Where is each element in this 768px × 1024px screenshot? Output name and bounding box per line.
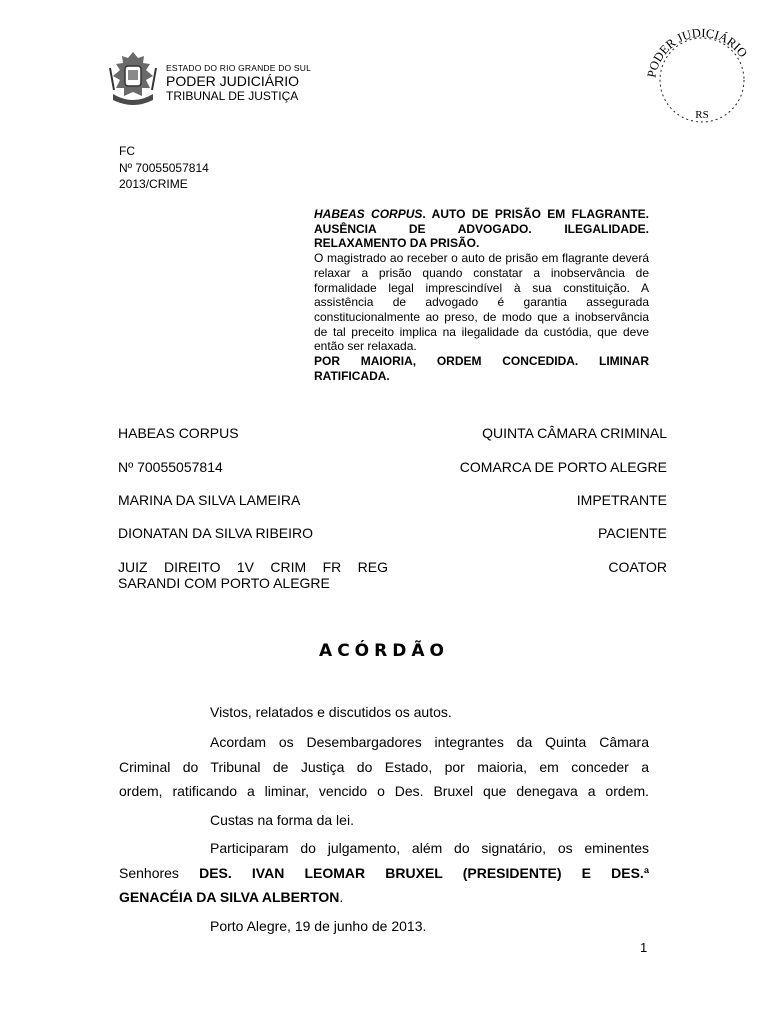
body-paragraph-4 [119,836,649,910]
body-line: Acordam os Desembargadores integrantes da Quinta Câmara [210,734,649,750]
court-seal-stamp [643,22,761,126]
party-right: PACIENTE [598,525,667,541]
ementa-block [314,207,649,383]
party-left: MARINA DA SILVA LAMEIRA [118,492,301,508]
body-paragraph-2 [119,730,649,804]
body-line: ordem, ratificando a liminar, vencido o Des. Bruxel que denegava a ordem. [119,783,649,799]
header-state: ESTADO DO RIO GRANDE DO SUL [166,63,312,73]
party-right: COMARCA DE PORTO ALEGRE [459,459,667,475]
ref-year: 2013/CRIME [119,177,188,191]
party-right: COATOR [608,559,667,575]
ref-initials: FC [119,144,135,158]
party-left-line1: JUIZ DIREITO 1V CRIM FR REG [118,559,388,575]
body-text: . [339,889,344,905]
body-line: Criminal do Tribunal de Justiça do Estado, por maioria, em conceder a [119,758,649,775]
body-paragraph-3: Custas na forma da lei. [210,812,354,828]
ementa-result: POR MAIORIA, ORDEM CONCEDIDA. LIMINAR RATIFICADA. [314,354,649,383]
body-paragraph-1: Vistos, relatados e discutidos os autos. [210,704,452,720]
party-left: DIONATAN DA SILVA RIBEIRO [118,525,314,541]
party-left: Nº 70055057814 [118,459,223,475]
seal-top-text: PODER JUDICIÁRIO [644,25,751,79]
body-line: Participaram do julgamento, além do signatário, os eminentes [210,840,649,856]
body-line [119,885,649,910]
document-title: ACÓRDÃO [319,641,449,661]
judges-names: DES. IVAN LEOMAR BRUXEL (PRESIDENTE) E DES.ª [199,864,650,881]
seal-bottom-text: RS [695,109,709,121]
ementa-heading-rest: . AUTO DE PRISÃO EM FLAGRANTE. AUSÊNCIA DE ADVOGADO. ILEGALIDADE. RELAXAMENTO DA PRISÃO. [314,207,649,251]
party-right: QUINTA CÂMARA CRIMINAL [482,425,667,441]
party-left-line2: SARANDI COM PORTO ALEGRE [118,575,330,591]
date-line: Porto Alegre, 19 de junho de 2013. [210,918,427,934]
coat-of-arms-icon [108,50,158,110]
party-left: HABEAS CORPUS [118,425,239,441]
header-court: TRIBUNAL DE JUSTIÇA [166,89,299,103]
ementa-italic-lead: HABEAS CORPUS [314,207,423,221]
header-power: PODER JUDICIÁRIO [166,73,300,89]
body-line [119,861,649,886]
ref-number: Nº 70055057814 [119,161,209,175]
ementa-body: O magistrado ao receber o auto de prisão em flagrante deverá relaxar a prisão quando constatar a inobservância de formalidade legal imprescindível à sua constituição. A assistência de advogado é garantia assegurada constitucionalmente ao preso, de modo que a inobservância de tal preceito implica na ilegalidade da custódia, que deve então ser relaxada. [314,251,649,354]
judge-name: GENACÉIA DA SILVA ALBERTON [119,889,340,905]
ementa-heading [314,207,649,251]
party-right: IMPETRANTE [576,492,667,508]
party-left-multiline [118,559,388,591]
body-text: Senhores [119,864,179,881]
page-number: 1 [640,940,648,955]
